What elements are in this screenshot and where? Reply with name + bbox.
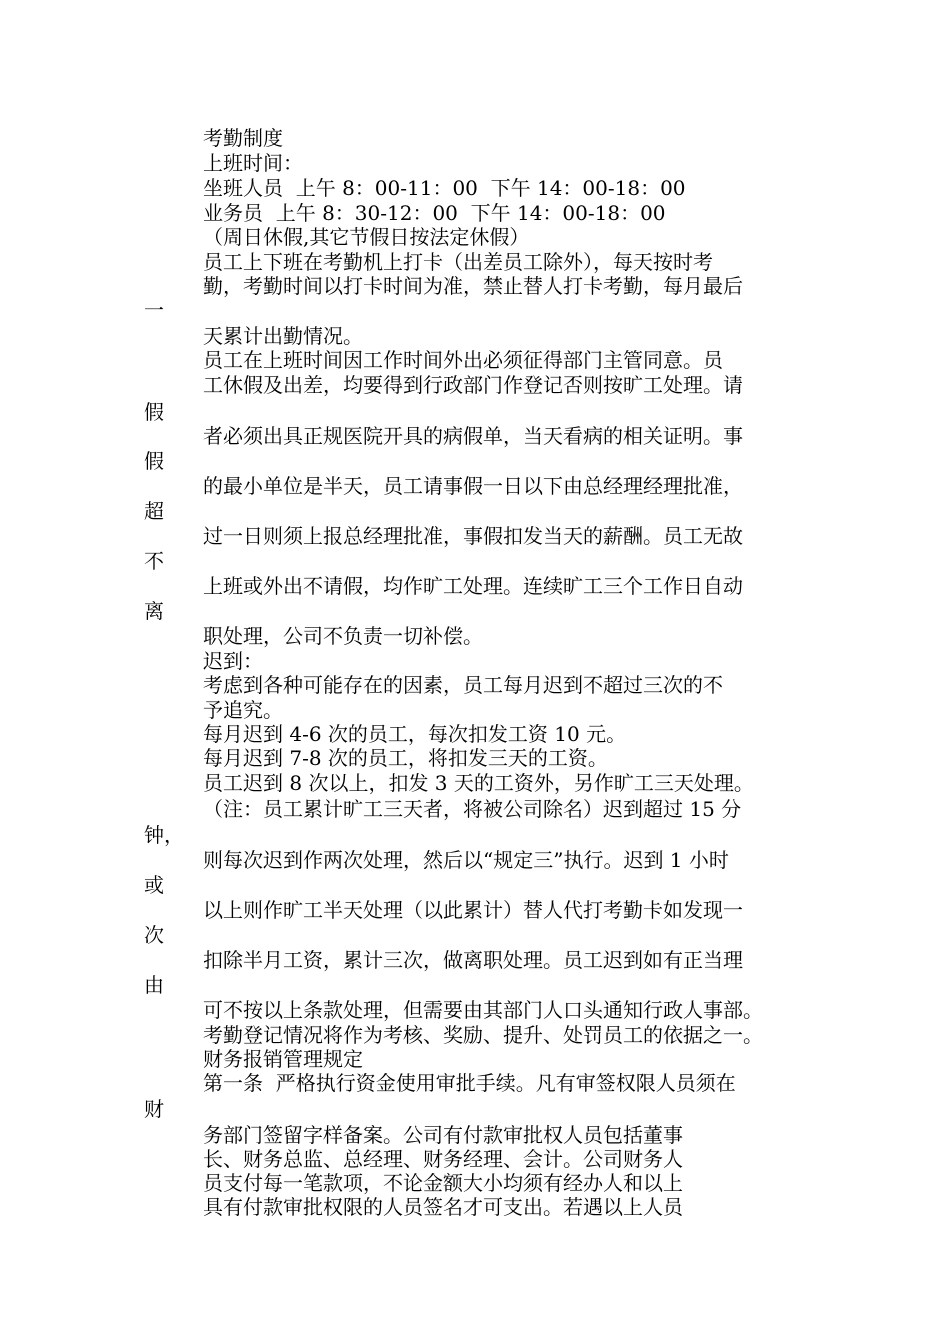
text-line: 坐班人员 上午 8：00-11：00 下午 14：00-18：00	[203, 176, 686, 200]
margin-char: 一	[144, 298, 164, 322]
text-line: 员工迟到 8 次以上，扣发 3 天的工资外，另作旷工三天处理。	[203, 771, 754, 795]
text-line: 员工上下班在考勤机上打卡（出差员工除外），每天按时考	[203, 250, 713, 274]
text-line: 考虑到各种可能存在的因素，员工每月迟到不超过三次的不	[203, 673, 723, 697]
text-line: 工休假及出差，均要得到行政部门作登记否则按旷工处理。请	[203, 373, 743, 397]
text-line: 可不按以上条款处理，但需要由其部门人口头通知行政人事部。	[203, 998, 763, 1022]
margin-char: 假	[144, 400, 164, 424]
text-line: 上班或外出不请假，均作旷工处理。连续旷工三个工作日自动	[203, 574, 743, 598]
margin-char: 由	[144, 973, 164, 997]
text-line: 考勤登记情况将作为考核、奖励、提升、处罚员工的依据之一。	[203, 1023, 763, 1047]
margin-char: 不	[144, 549, 164, 573]
text-line: 勤，考勤时间以打卡时间为准，禁止替人打卡考勤，每月最后	[203, 274, 743, 298]
text-line: 予追究。	[203, 698, 283, 722]
text-line: 的最小单位是半天，员工请事假一日以下由总经理经理批准，	[203, 474, 743, 498]
margin-char: 假	[144, 449, 164, 473]
text-line: （周日休假,其它节假日按法定休假）	[203, 225, 530, 249]
text-line: 务部门签留字样备案。公司有付款审批权人员包括董事	[203, 1123, 683, 1147]
margin-char: 超	[144, 499, 164, 523]
text-line: 过一日则须上报总经理批准，事假扣发当天的薪酬。员工无故	[203, 524, 743, 548]
text-line: 以上则作旷工半天处理（以此累计）替人代打考勤卡如发现一	[203, 898, 743, 922]
text-line: 业务员 上午 8：30-12：00 下午 14：00-18：00	[203, 201, 666, 225]
text-line: 员支付每一笔款项，不论金额大小均须有经办人和以上	[203, 1171, 683, 1195]
margin-char: 离	[144, 599, 164, 623]
text-line: 上班时间：	[203, 151, 303, 175]
text-line: 每月迟到 7-8 次的员工，将扣发三天的工资。	[203, 746, 608, 770]
text-line: （注：员工累计旷工三天者，将被公司除名）迟到超过 15 分	[203, 797, 742, 821]
margin-char: 次	[144, 923, 164, 947]
text-line: 第一条 严格执行资金使用审批手续。凡有审签权限人员须在	[203, 1071, 736, 1095]
section-heading: 财务报销管理规定	[203, 1047, 363, 1071]
text-line: 职处理，公司不负责一切补偿。	[203, 624, 483, 648]
text-line: 具有付款审批权限的人员签名才可支出。若遇以上人员	[203, 1195, 683, 1219]
text-line: 员工在上班时间因工作时间外出必须征得部门主管同意。员	[203, 348, 723, 372]
section-heading: 迟到：	[203, 649, 263, 673]
margin-char: 钟，	[144, 823, 184, 847]
text-line: 天累计出勤情况。	[203, 324, 363, 348]
text-line: 每月迟到 4-6 次的员工，每次扣发工资 10 元。	[203, 722, 627, 746]
text-line: 长、财务总监、总经理、财务经理、会计。公司财务人	[203, 1147, 683, 1171]
margin-char: 财	[144, 1097, 164, 1121]
margin-char: 或	[144, 873, 164, 897]
document-title: 考勤制度	[203, 126, 283, 150]
text-line: 扣除半月工资，累计三次，做离职处理。员工迟到如有正当理	[203, 948, 743, 972]
text-line: 则每次迟到作两次处理，然后以“规定三”执行。迟到 1 小时	[203, 848, 729, 872]
text-line: 者必须出具正规医院开具的病假单，当天看病的相关证明。事	[203, 424, 743, 448]
